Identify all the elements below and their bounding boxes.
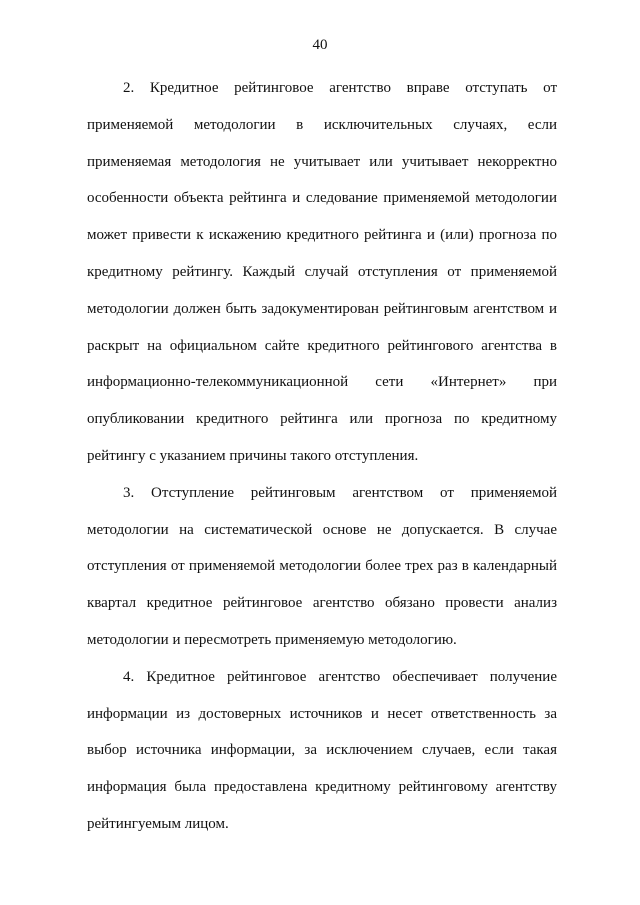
document-body xyxy=(87,70,557,843)
page-number: 40 xyxy=(312,37,328,53)
paragraph-3: 3. Отступление рейтинговым агентством от применяемой методологии на систематической основе не допускается. В случае отступления от применяемой методологии более трех раз в календарный квартал кредитное рейтинговое агентство обязано провести анализ методологии и пересмотреть применяемую методологию. xyxy=(87,484,557,648)
paragraph-4: 4. Кредитное рейтинговое агентство обеспечивает получение информации из достоверных источников и несет ответственность за выбор источника информации, за исключением случаев, если такая информация была предоставлена кредитному рейтинговому агентству рейтингуемым лицом. xyxy=(87,668,557,832)
paragraph-2: 2. Кредитное рейтинговое агентство вправе отступать от применяемой методологии в исключительных случаях, если применяемая методология не учитывает или учитывает некорректно особенности объекта рейтинга и следование применяемой методологии может привести к искажению кредитного рейтинга и (или) прогноза по кредитному рейтингу. Каждый случай отступления от применяемой методологии должен быть задокументирован рейтинговым агентством и раскрыт на официальном сайте кредитного рейтингового агентства в информационно-телекоммуникационной сети «Интернет» при опубликовании кредитного рейтинга или прогноза по кредитному рейтингу с указанием причины такого отступления. xyxy=(87,80,557,464)
